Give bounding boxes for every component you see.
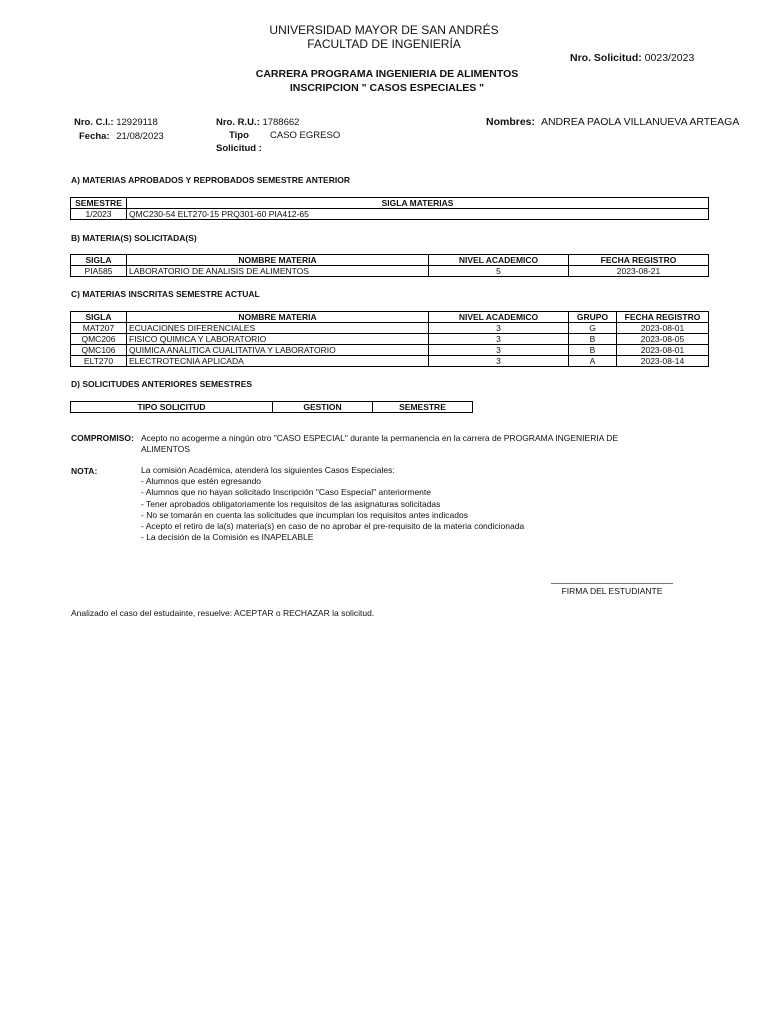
table-header-row xyxy=(71,312,709,323)
table-row xyxy=(71,334,709,345)
sigla-cell: QMC206 xyxy=(71,334,127,345)
date-cell: 2023-08-01 xyxy=(617,345,709,356)
nota-line: - Alumnos que no hayan solicitado Inscripción "Caso Especial" anteriormente xyxy=(141,487,431,498)
column-header: FECHA REGISTRO xyxy=(569,255,709,266)
resolution-text: Analizado el caso del estudainte, resuelve: ACEPTAR o RECHAZAR la solicitud. xyxy=(71,608,375,618)
ci-value: 12929118 xyxy=(116,117,158,128)
column-header: SEMESTRE xyxy=(71,198,127,209)
nota-line: - La decisión de la Comisión es INAPELABLE xyxy=(141,532,314,543)
solicitud-label: Solicitud : xyxy=(216,143,262,154)
date-cell: 2023-08-01 xyxy=(617,323,709,334)
date-cell: 2023-08-21 xyxy=(569,266,709,277)
request-number xyxy=(570,52,694,64)
subjects-cell: QMC230-54 ELT270-15 PRQ301-60 PIA412-65 xyxy=(127,209,709,220)
level-cell: 5 xyxy=(429,266,569,277)
subject-name-cell: FISICO QUIMICA Y LABORATORIO xyxy=(127,334,429,345)
table-row xyxy=(71,356,709,367)
semester-cell: 1/2023 xyxy=(71,209,127,220)
column-header: SIGLA xyxy=(71,312,127,323)
column-header: SIGLA MATERIAS xyxy=(127,198,709,209)
table-header-row xyxy=(71,198,709,209)
table-row xyxy=(71,345,709,356)
nota-line: - Acepto el retiro de la(s) materia(s) en caso de no aprobar el pre-requisito de la materia condicionada xyxy=(141,521,525,532)
ru-field xyxy=(216,117,299,128)
section-a-title: A) MATERIAS APROBADOS Y REPROBADOS SEMESTRE ANTERIOR xyxy=(71,175,350,185)
group-cell: B xyxy=(569,334,617,345)
column-header: NIVEL ACADEMICO xyxy=(429,255,569,266)
group-cell: B xyxy=(569,345,617,356)
table-row xyxy=(71,266,709,277)
table-header-row xyxy=(71,402,473,413)
nota-label: NOTA: xyxy=(71,466,98,476)
level-cell: 3 xyxy=(429,356,569,367)
date-cell: 2023-08-14 xyxy=(617,356,709,367)
ru-value: 1788662 xyxy=(262,117,300,128)
names-value: ANDREA PAOLA VILLANUEVA ARTEAGA xyxy=(540,116,740,128)
table-row xyxy=(71,323,709,334)
subject-name-cell: LABORATORIO DE ANALISIS DE ALIMENTOS xyxy=(127,266,429,277)
sigla-cell: QMC106 xyxy=(71,345,127,356)
group-cell: G xyxy=(569,323,617,334)
level-cell: 3 xyxy=(429,334,569,345)
level-cell: 3 xyxy=(429,345,569,356)
level-cell: 3 xyxy=(429,323,569,334)
date-field xyxy=(79,131,164,142)
column-header: TIPO SOLICITUD xyxy=(71,402,273,413)
names-label: Nombres: xyxy=(486,116,536,128)
section-c-table xyxy=(70,311,709,367)
section-c-title: C) MATERIAS INSCRITAS SEMESTRE ACTUAL xyxy=(71,289,260,299)
table-header-row xyxy=(71,255,709,266)
nota-line: - Alumnos que estén egresando xyxy=(141,476,262,487)
document-title: INSCRIPCION " CASOS ESPECIALES " xyxy=(289,82,485,94)
date-label: Fecha: xyxy=(79,131,110,142)
section-b-table xyxy=(70,254,709,277)
date-cell: 2023-08-05 xyxy=(617,334,709,345)
nota-line: - Tener aprobados obligatoriamente los requisitos de las asignaturas solicitadas xyxy=(141,498,441,509)
column-header: SIGLA xyxy=(71,255,127,266)
section-b-title: B) MATERIA(S) SOLICITADA(S) xyxy=(71,233,197,243)
compromiso-label: COMPROMISO: xyxy=(71,433,134,443)
request-number-value: 0023/2023 xyxy=(644,52,695,64)
nota-line: La comisión Académica, atenderá los siguientes Casos Especiales: xyxy=(141,465,395,475)
subject-name-cell: ECUACIONES DIFERENCIALES xyxy=(127,323,429,334)
signature-line xyxy=(551,583,673,584)
column-header: NOMBRE MATERIA xyxy=(127,312,429,323)
column-header: FECHA REGISTRO xyxy=(617,312,709,323)
subject-name-cell: ELECTROTECNIA APLICADA xyxy=(127,356,429,367)
ci-field xyxy=(74,117,158,128)
column-header: GRUPO xyxy=(569,312,617,323)
group-cell: A xyxy=(569,356,617,367)
request-number-label: Nro. Solicitud: xyxy=(570,52,642,64)
career-title: CARRERA PROGRAMA INGENIERIA DE ALIMENTOS xyxy=(255,68,519,80)
nota-line: - No se tomarán en cuenta las solicitudes que incumplan los requisitos antes indicados xyxy=(141,509,468,520)
column-header: SEMESTRE xyxy=(373,402,473,413)
nota-text xyxy=(141,465,524,543)
section-a-table xyxy=(70,197,709,220)
column-header: NIVEL ACADEMICO xyxy=(429,312,569,323)
column-header: GESTION xyxy=(273,402,373,413)
compromiso-text xyxy=(141,433,618,455)
sigla-cell: ELT270 xyxy=(71,356,127,367)
section-d-title: D) SOLICITUDES ANTERIORES SEMESTRES xyxy=(71,379,253,389)
date-value: 21/08/2023 xyxy=(116,131,164,142)
subject-name-cell: QUIMICA ANALITICA CUALITATIVA Y LABORATORIO xyxy=(127,345,429,356)
compromiso-line: ALIMENTOS xyxy=(141,444,190,455)
ru-label: Nro. R.U.: xyxy=(216,117,260,128)
tipo-label: Tipo xyxy=(229,130,249,141)
ci-label: Nro. C.I.: xyxy=(74,117,114,128)
column-header: NOMBRE MATERIA xyxy=(127,255,429,266)
tipo-value: CASO EGRESO xyxy=(270,130,341,141)
university-name: UNIVERSIDAD MAYOR DE SAN ANDRÉS xyxy=(269,23,499,37)
table-row xyxy=(71,209,709,220)
compromiso-line: Acepto no acogerme a ningún otro "CASO ESPECIAL" durante la permanencia en la carrera de PROGRAMA INGENIERIA DE xyxy=(141,433,619,443)
faculty-name: FACULTAD DE INGENIERÍA xyxy=(307,37,461,51)
signature-label: FIRMA DEL ESTUDIANTE xyxy=(561,586,663,596)
names-field xyxy=(486,116,739,128)
sigla-cell: PIA585 xyxy=(71,266,127,277)
sigla-cell: MAT207 xyxy=(71,323,127,334)
section-d-table xyxy=(70,401,473,413)
